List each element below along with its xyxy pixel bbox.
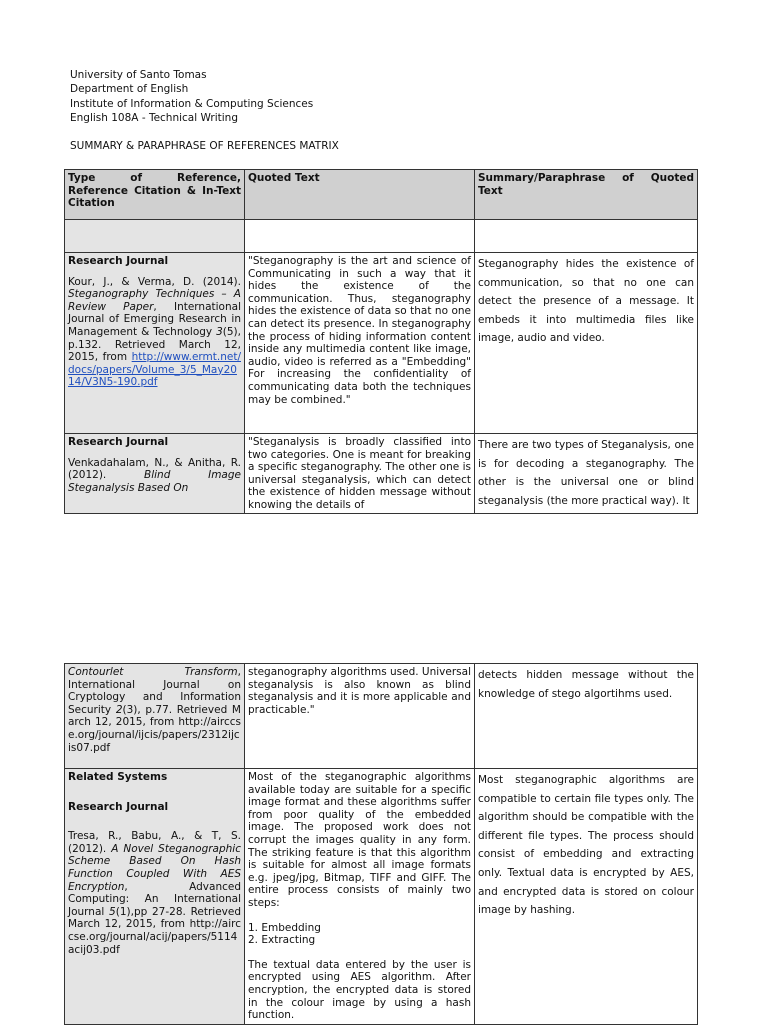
quoted-text-cell [245, 434, 475, 514]
citation-journal: , International Journal of Emerging Research in Management & Technology [68, 300, 241, 338]
references-matrix-table [64, 169, 698, 514]
quoted-text-continued: The textual data entered by the user is encrypted using AES algorithm. After encryption, the encrypted data is stored in the colour image by using a hash function. [248, 958, 471, 1022]
citation-authors: Kour, J., & Verma, D. (2014). [68, 275, 241, 288]
empty-cell [65, 220, 245, 253]
reference-type: Research Journal [68, 255, 169, 267]
citation-title: A Novel Steganographic Scheme Based On Hash Function Coupled With AES Encryption [68, 842, 241, 893]
table-header-row [65, 170, 698, 220]
institute-name: Institute of Information & Computing Sciences [70, 97, 314, 110]
reference-cell [65, 253, 245, 434]
quoted-text: "Steganalysis is broadly classified into two categories. One is meant for breaking a specific steganography. The other one is universal steganalysis, which can detect the existence of hidden message without knowing the details of [248, 436, 471, 511]
quoted-text: Most of the steganographic algorithms available today are suitable for a specific image format and these algorithms suffer from poor quality of the embedded image. The proposed work does not corrupt the images quality in any form. The striking feature is that this algorithm is suitable for almost all image formats e.g. jpeg/jpg, Bitmap, TIFF and GIFF. The entire process consists of mainly two steps: [248, 771, 471, 909]
quoted-text-cell: "Steganography is the art and science of Communicating in such a way that it hides the existence of the communication. Thus, steganography hides the existence of data so that no one can detect its presence. In steganography the process of hiding information content inside any multimedia content like image, audio, video is referred as a "Embedding" For increasing the confidentiality of communicating data both the techniques may be combined." [245, 253, 475, 434]
course-name: English 108A - Technical Writing [70, 112, 238, 125]
references-matrix-table-continued [64, 663, 698, 1025]
column-header-reference: Type of Reference, Reference Citation & In-Text Citation [65, 170, 245, 220]
table-row [65, 664, 698, 769]
citation-retrieved: (3), p.77. Retrieved March 12, 2015, from http://airccse.org/journal/ijcis/papers/2312ijcis07.pdf [68, 703, 241, 754]
reference-cell [65, 434, 245, 514]
citation-journal: , Advanced Computing: An International Journal [68, 880, 241, 918]
citation-volume: 2 [115, 703, 123, 716]
matrix-title: SUMMARY & PARAPHRASE OF REFERENCES MATRIX [70, 140, 339, 152]
citation-authors: Tresa, R., Babu, A., & T, S. (2012). [68, 830, 241, 855]
step-embedding: 1. Embedding [248, 921, 321, 934]
column-header-summary: Summary/Paraphrase of Quoted Text [475, 170, 698, 220]
reference-cell [65, 664, 245, 769]
quoted-text-cell [245, 769, 475, 1025]
step-extracting: 2. Extracting [248, 934, 316, 947]
reference-type: Research Journal [68, 800, 169, 813]
citation-journal: , International Journal on Cryptology and Information Security [68, 666, 241, 716]
summary-text: There are two types of Steganalysis, one is for decoding a steganography. The other is the universal one or blind steganalysis (the more practical way). It [478, 439, 694, 507]
reference-cell [65, 769, 245, 1025]
table-row [65, 253, 698, 434]
university-name: University of Santo Tomas [70, 69, 207, 81]
section-label: Related Systems [68, 771, 168, 783]
citation-link[interactable]: http://www.ermt.net/docs/papers/Volume_3/5_May2014/V3N5-190.pdf [68, 351, 241, 389]
citation-volume: 3 [216, 325, 223, 338]
citation-title: Steganography Techniques – A Review Paper [68, 288, 241, 313]
department-name: Department of English [70, 83, 189, 96]
reference-type: Research Journal [68, 436, 169, 448]
citation-retrieved: (5), p.132. Retrieved March 12, 2015, from [68, 325, 241, 364]
citation-authors: Venkadahalam, N., & Anitha, R. (2012). [68, 456, 241, 482]
summary-cell: Steganography hides the existence of communication, so that no one can detect the presence of a message. It embeds it into multimedia files like image, audio and video. [475, 253, 698, 434]
document-header [70, 68, 313, 126]
empty-cell [475, 220, 698, 253]
summary-cell [475, 434, 698, 514]
citation-title: Contourlet Transform [68, 666, 238, 678]
table-row [65, 434, 698, 514]
column-header-quoted-text: Quoted Text [245, 170, 475, 220]
citation-retrieved: (1),pp 27-28. Retrieved March 12, 2015, from http://airccse.org/journal/acij/papers/5114acij03.pdf [68, 905, 242, 956]
citation-volume: 5 [109, 905, 116, 918]
summary-cell: Most steganographic algorithms are compatible to certain file types only. The algorithm should be compatible with the different file types. The process should consist of embedding and extracting only. Textual data is encrypted by AES, and encrypted data is stored on colour image by hashing. [475, 769, 698, 1025]
quoted-text-cell: steganography algorithms used. Universal steganalysis is also known as blind steganalysis and it is more applicable and practicable." [245, 664, 475, 769]
empty-row [65, 220, 698, 253]
table-row [65, 769, 698, 1025]
citation-title: Blind Image Steganalysis Based On [68, 469, 241, 494]
empty-cell [245, 220, 475, 253]
summary-cell: detects hidden message without the knowledge of stego algortihms used. [475, 664, 698, 769]
